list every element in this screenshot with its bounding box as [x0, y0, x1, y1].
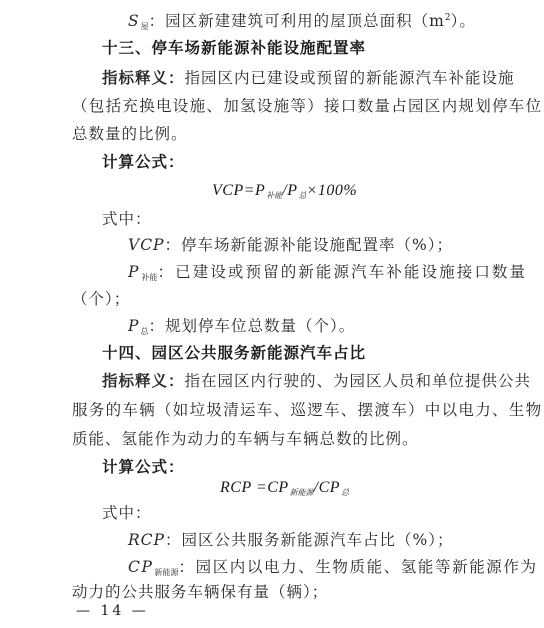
- formula-end: ×100%: [306, 182, 358, 199]
- rcp-text: ：园区公共服务新能源汽车占比（%）；: [164, 531, 454, 549]
- cp-new-energy-definition-line-2: 动力的公共服务车辆保有量（辆）；: [72, 583, 329, 601]
- symbol-s-subscript: 屋: [140, 22, 149, 31]
- vcp-text: ：停车场新能源补能设施配置率（%）；: [164, 236, 453, 254]
- symbol-p-total: P: [128, 317, 140, 335]
- section-14-where: 式中：: [102, 504, 152, 522]
- symbol-cp: CP: [128, 558, 154, 576]
- section-14-definition-line-1: [102, 371, 531, 391]
- section-13-calc-label: 计算公式：: [102, 153, 185, 171]
- symbol-p-subscript: 补能: [141, 273, 158, 282]
- symbol-rcp: RCP: [128, 531, 165, 549]
- symbol-cp-subscript: 新能源: [154, 568, 179, 577]
- definition-text: 指在园区内行驶的、为园区人员和单位提供公共: [184, 372, 532, 390]
- section-13-definition-line-1: [102, 68, 515, 88]
- area-definition-text: ：园区新建建筑可利用的屋顶总面积（m: [148, 12, 445, 30]
- p-total-definition: [128, 316, 355, 342]
- section-13-where: 式中：: [102, 210, 152, 228]
- formula-sub-1: 补能: [266, 191, 283, 200]
- definition-text: 指园区内已建设或预留的新能源汽车补能设施: [184, 69, 515, 87]
- formula-mid: /CP: [313, 479, 341, 496]
- definition-label: 指标释义：: [102, 69, 185, 87]
- formula-lhs: RCP =CP: [220, 479, 289, 496]
- p-supply-definition-line-2: （个）；: [72, 290, 131, 308]
- p-supply-text: ：已建设或预留的新能源汽车补能设施接口数量: [157, 263, 528, 281]
- section-14-calc-label: 计算公式：: [102, 458, 185, 476]
- rcp-definition: [128, 530, 453, 550]
- p-supply-definition-line-1: [128, 262, 527, 288]
- section-13-formula: [212, 181, 357, 206]
- cp-new-energy-definition-line-1: [128, 557, 538, 583]
- section-14-definition-line-3: 质能、氢能作为动力的车辆与车辆总数的比例。: [72, 430, 419, 448]
- p-total-text: ：规划停车位总数量（个）。: [148, 317, 356, 335]
- formula-sub-2: 总: [341, 488, 350, 497]
- section-14-definition-line-2: 服务的车辆（如垃圾清运车、巡逻车、摆渡车）中以电力、生物: [72, 401, 543, 419]
- formula-mid: /P: [282, 182, 298, 199]
- page-number: — 14 —: [76, 603, 149, 619]
- section-14-heading: 十四、园区公共服务新能源汽车占比: [102, 344, 367, 362]
- area-definition-line: [128, 8, 476, 37]
- symbol-vcp: VCP: [128, 236, 165, 254]
- section-14-formula: [220, 478, 349, 503]
- formula-sub-1: 新能源: [289, 488, 314, 497]
- symbol-p-total-subscript: 总: [140, 327, 149, 336]
- formula-lhs: VCP=P: [212, 182, 266, 199]
- area-definition-end: ）。: [450, 12, 476, 30]
- section-13-definition-line-2: （包括充换电设施、加氢设施等）接口数量占园区内规划停车位: [72, 97, 543, 115]
- symbol-s: S: [128, 12, 140, 30]
- symbol-p: P: [128, 263, 141, 281]
- vcp-definition: [128, 235, 453, 255]
- section-13-heading: 十三、停车场新能源补能设施配置率: [102, 39, 367, 57]
- cp-new-energy-text: ：园区内以电力、生物质能、氢能等新能源作为: [178, 558, 538, 576]
- section-13-definition-line-3: 总数量的比例。: [72, 125, 188, 143]
- definition-label: 指标释义：: [102, 372, 185, 390]
- formula-sub-2: 总: [298, 191, 307, 200]
- superscript-2: 2: [444, 13, 451, 23]
